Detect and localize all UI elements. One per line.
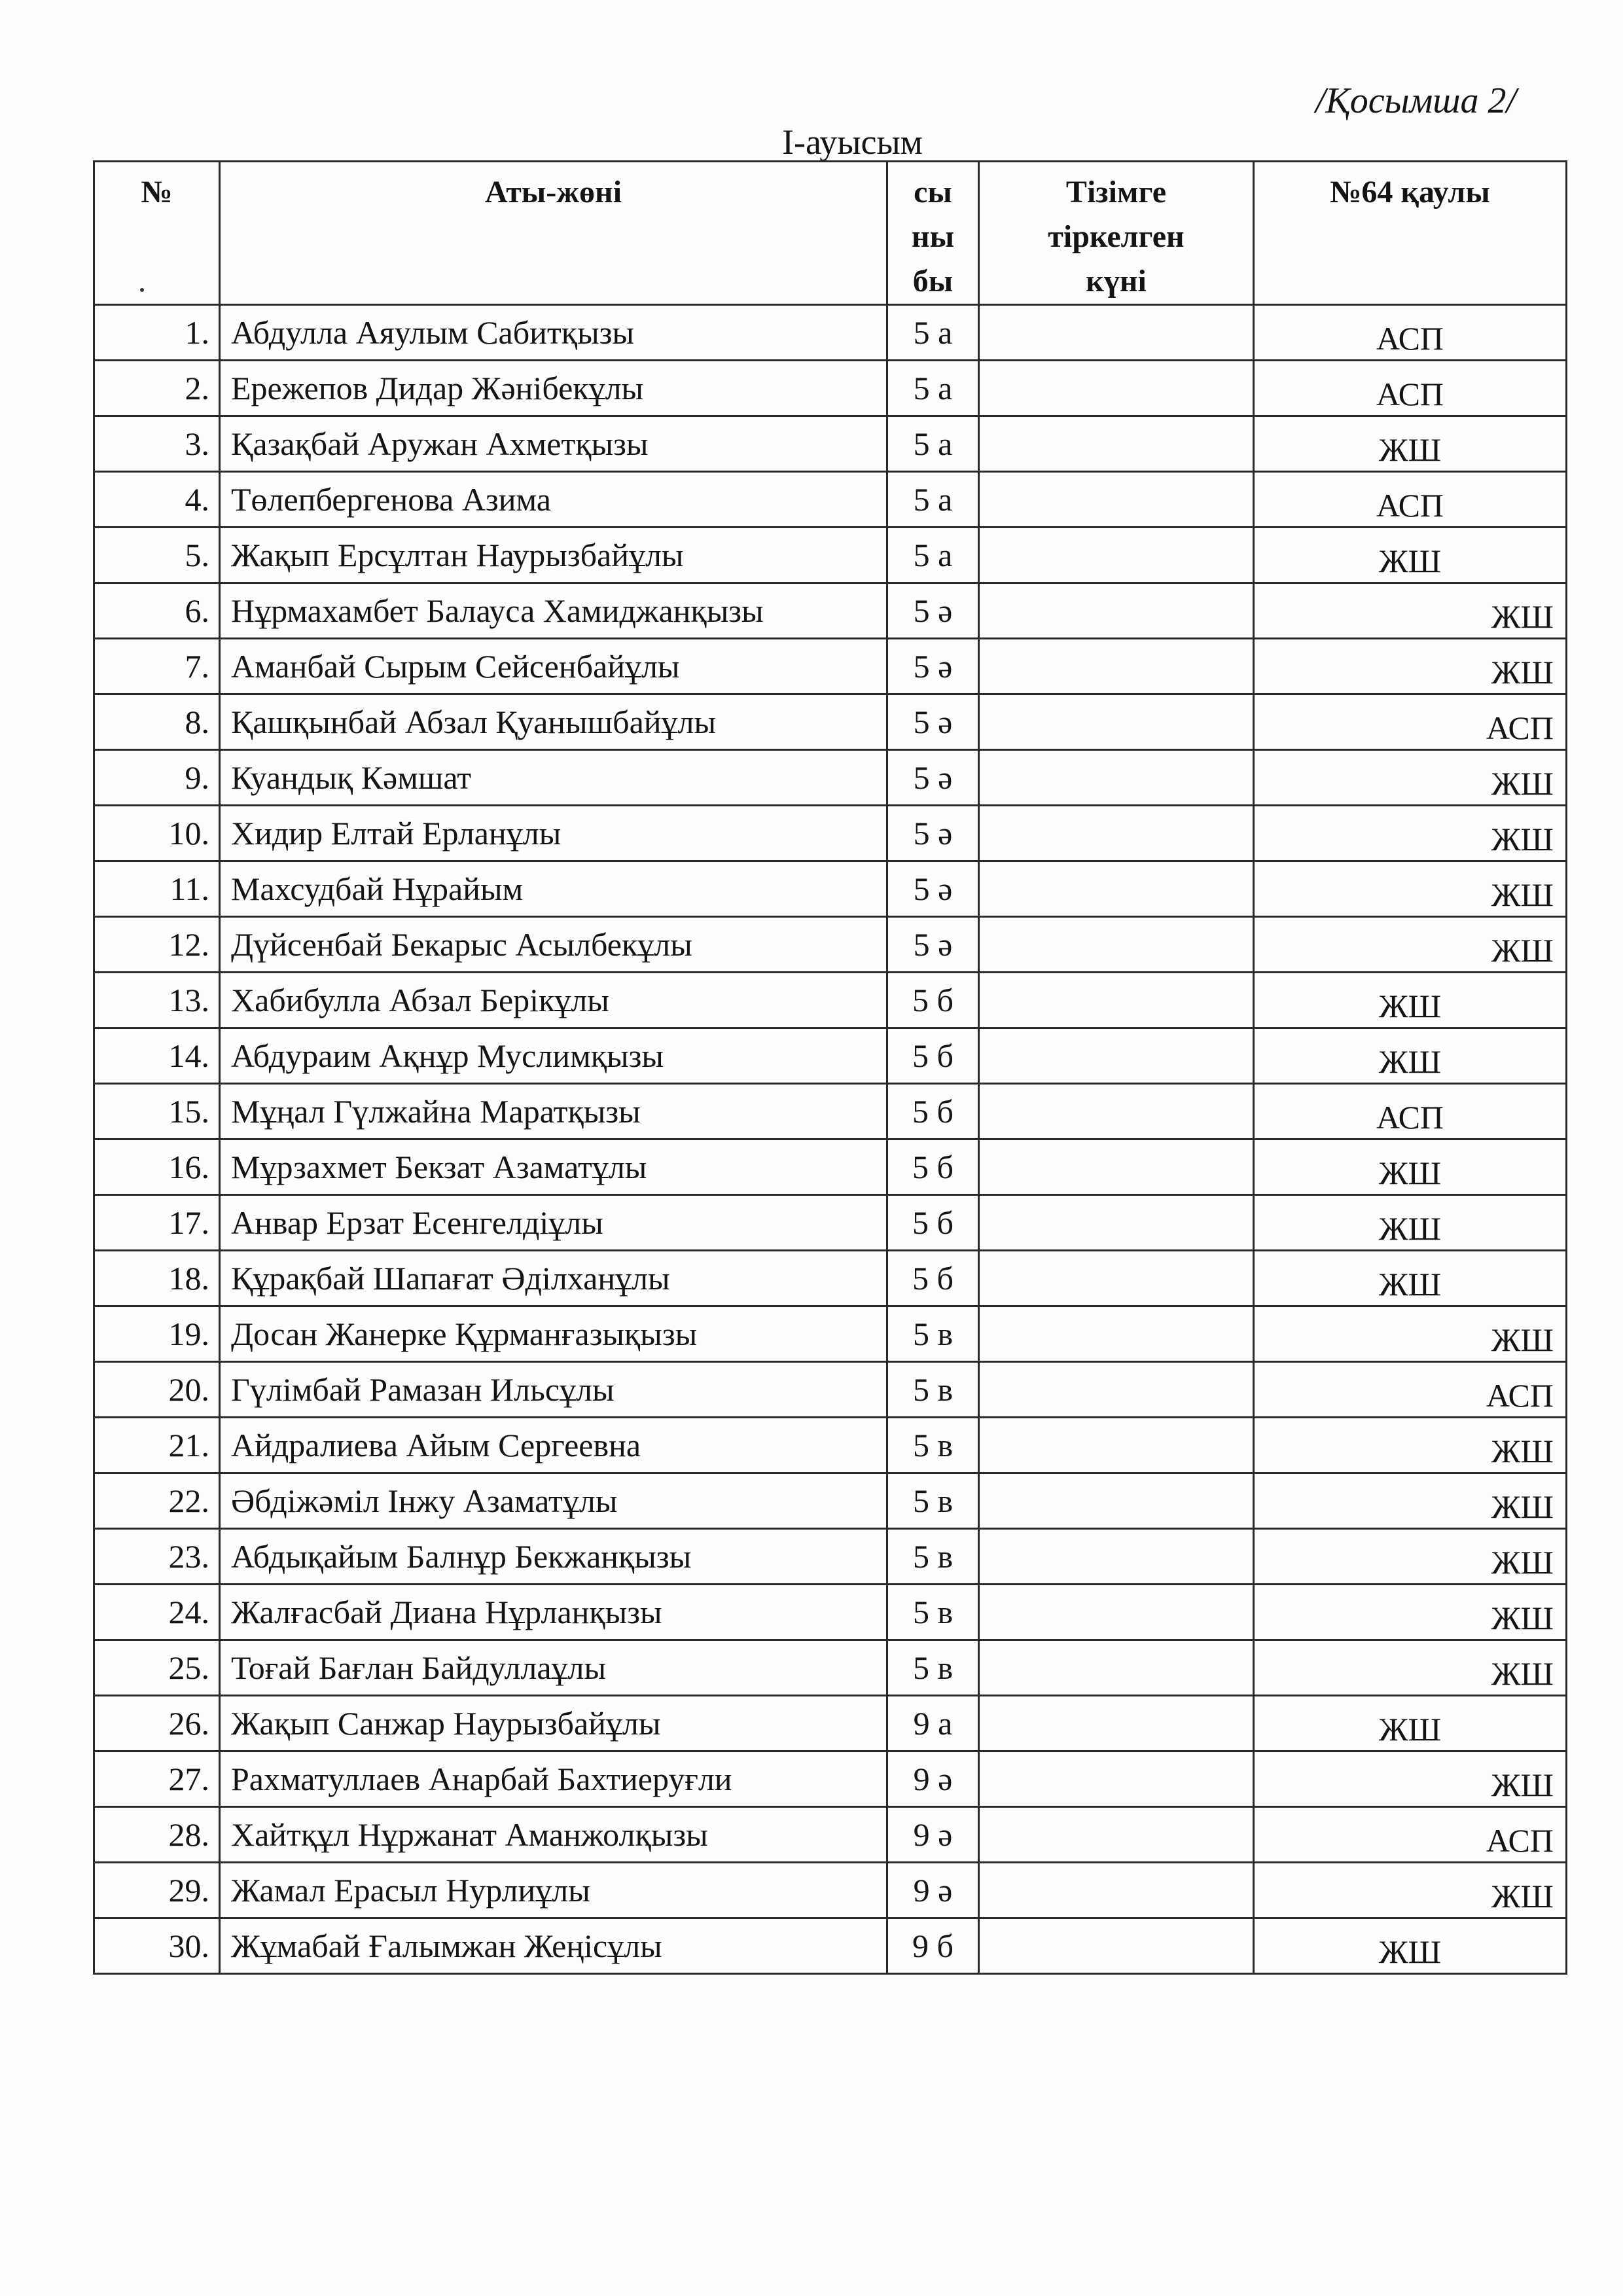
student-name: Құрақбай Шапағат Әділханұлы: [220, 1251, 887, 1306]
registration-date: [979, 1028, 1254, 1084]
table-row: [94, 1418, 1567, 1473]
registration-date: [979, 472, 1254, 528]
decree-status: ЖШ: [1254, 1418, 1567, 1473]
table-row: [94, 1918, 1567, 1974]
table-row: [94, 1640, 1567, 1696]
table-row: [94, 1084, 1567, 1139]
registration-date: [979, 917, 1254, 973]
student-name: Ережепов Дидар Жәнібекұлы: [220, 361, 887, 416]
table-row: [94, 1807, 1567, 1863]
decree-status: ЖШ: [1254, 1918, 1567, 1974]
table-row: [94, 861, 1567, 917]
registration-date: [979, 1195, 1254, 1251]
decree-status: ЖШ: [1254, 1696, 1567, 1751]
decree-status: ЖШ: [1254, 1473, 1567, 1529]
student-class: 5 а: [887, 472, 979, 528]
student-class: 5 б: [887, 973, 979, 1028]
decree-status: ЖШ: [1254, 806, 1567, 861]
table-row: [94, 1251, 1567, 1306]
table-row: [94, 1585, 1567, 1640]
student-name: Абдулла Аяулым Сабитқызы: [220, 305, 887, 361]
registration-date: [979, 361, 1254, 416]
col-header-class: сы ны бы: [887, 162, 979, 305]
student-class: 5 в: [887, 1473, 979, 1529]
student-name: Жұмабай Ғалымжан Жеңісұлы: [220, 1918, 887, 1974]
student-name: Мұрзахмет Бекзат Азаматұлы: [220, 1139, 887, 1195]
decree-status: ЖШ: [1254, 1306, 1567, 1362]
row-number: 12.: [94, 917, 220, 973]
registration-date: [979, 1585, 1254, 1640]
table-row: [94, 1195, 1567, 1251]
row-number: 9.: [94, 750, 220, 806]
table-row: [94, 361, 1567, 416]
student-class: 5 в: [887, 1585, 979, 1640]
row-number: 22.: [94, 1473, 220, 1529]
decree-status: ЖШ: [1254, 416, 1567, 472]
row-number: 11.: [94, 861, 220, 917]
row-number: 5.: [94, 528, 220, 583]
decree-status: ЖШ: [1254, 1751, 1567, 1807]
table-body: [94, 305, 1567, 1974]
col-header-date: Тізімге тіркелген күні: [979, 162, 1254, 305]
decree-status: АСП: [1254, 305, 1567, 361]
table-row: [94, 639, 1567, 694]
row-number: 15.: [94, 1084, 220, 1139]
student-name: Жамал Ерасыл Нурлиұлы: [220, 1863, 887, 1918]
table-row: [94, 528, 1567, 583]
table-row: [94, 1139, 1567, 1195]
student-name: Жақып Санжар Наурызбайұлы: [220, 1696, 887, 1751]
registration-date: [979, 1362, 1254, 1418]
registration-date: [979, 1640, 1254, 1696]
decree-status: ЖШ: [1254, 973, 1567, 1028]
student-name: Куандық Кәмшат: [220, 750, 887, 806]
student-class: 9 а: [887, 1696, 979, 1751]
student-class: 5 а: [887, 305, 979, 361]
row-number: 6.: [94, 583, 220, 639]
appendix-label: /Қосымша 2/: [1315, 81, 1517, 121]
table-row: [94, 973, 1567, 1028]
table-row: [94, 1529, 1567, 1585]
student-class: 5 в: [887, 1529, 979, 1585]
decree-status: АСП: [1254, 361, 1567, 416]
student-name: Қашқынбай Абзал Қуанышбайұлы: [220, 694, 887, 750]
registration-date: [979, 1084, 1254, 1139]
student-class: 9 ә: [887, 1751, 979, 1807]
row-number: 13.: [94, 973, 220, 1028]
student-name: Жақып Ерсұлтан Наурызбайұлы: [220, 528, 887, 583]
row-number: 27.: [94, 1751, 220, 1807]
row-number: 4.: [94, 472, 220, 528]
row-number: 19.: [94, 1306, 220, 1362]
row-number: 24.: [94, 1585, 220, 1640]
row-number: 28.: [94, 1807, 220, 1863]
registration-date: [979, 861, 1254, 917]
student-class: 5 б: [887, 1195, 979, 1251]
registration-date: [979, 1696, 1254, 1751]
student-name: Хидир Елтай Ерланұлы: [220, 806, 887, 861]
student-class: 5 ә: [887, 861, 979, 917]
registration-date: [979, 1807, 1254, 1863]
table-row: [94, 1473, 1567, 1529]
row-number: 2.: [94, 361, 220, 416]
student-class: 5 в: [887, 1640, 979, 1696]
student-class: 5 б: [887, 1251, 979, 1306]
row-number: 29.: [94, 1863, 220, 1918]
registration-date: [979, 639, 1254, 694]
row-number: 16.: [94, 1139, 220, 1195]
student-name: Қазақбай Аружан Ахметқызы: [220, 416, 887, 472]
decree-status: ЖШ: [1254, 583, 1567, 639]
student-class: 5 ә: [887, 583, 979, 639]
student-name: Хайтқұл Нұржанат Аманжолқызы: [220, 1807, 887, 1863]
registration-date: [979, 1306, 1254, 1362]
table-row: [94, 1696, 1567, 1751]
registration-date: [979, 528, 1254, 583]
student-name: Әбдіжәміл Інжу Азаматұлы: [220, 1473, 887, 1529]
registration-date: [979, 1251, 1254, 1306]
registration-date: [979, 806, 1254, 861]
student-name: Жалғасбай Диана Нұрланқызы: [220, 1585, 887, 1640]
row-number: 21.: [94, 1418, 220, 1473]
table-row: [94, 472, 1567, 528]
decree-status: ЖШ: [1254, 1195, 1567, 1251]
registration-date: [979, 305, 1254, 361]
registration-date: [979, 1751, 1254, 1807]
student-class: 9 б: [887, 1918, 979, 1974]
registration-date: [979, 1418, 1254, 1473]
col-header-number: №: [94, 162, 220, 305]
student-class: 5 в: [887, 1418, 979, 1473]
student-class: 9 ә: [887, 1807, 979, 1863]
row-number: 26.: [94, 1696, 220, 1751]
student-name: Абдураим Ақнұр Муслимқызы: [220, 1028, 887, 1084]
table-row: [94, 583, 1567, 639]
table-row: [94, 806, 1567, 861]
table-row: [94, 917, 1567, 973]
row-number: 25.: [94, 1640, 220, 1696]
row-number: 17.: [94, 1195, 220, 1251]
student-name: Айдралиева Айым Сергеевна: [220, 1418, 887, 1473]
registration-date: [979, 750, 1254, 806]
student-class: 5 ә: [887, 639, 979, 694]
registration-date: [979, 1529, 1254, 1585]
table-row: [94, 694, 1567, 750]
decree-status: ЖШ: [1254, 750, 1567, 806]
decree-status: ЖШ: [1254, 917, 1567, 973]
table-row: [94, 1751, 1567, 1807]
row-number: 8.: [94, 694, 220, 750]
registration-date: [979, 694, 1254, 750]
decree-status: АСП: [1254, 472, 1567, 528]
row-number: 3.: [94, 416, 220, 472]
col-header-name: Аты-жөні: [220, 162, 887, 305]
table-row: [94, 750, 1567, 806]
student-name: Хабибулла Абзал Берікұлы: [220, 973, 887, 1028]
decree-status: АСП: [1254, 1362, 1567, 1418]
decree-status: АСП: [1254, 1084, 1567, 1139]
student-class: 5 ә: [887, 806, 979, 861]
row-number: 10.: [94, 806, 220, 861]
student-name: Төлепбергенова Азима: [220, 472, 887, 528]
row-number: 20.: [94, 1362, 220, 1418]
decree-status: ЖШ: [1254, 1863, 1567, 1918]
student-class: 5 ә: [887, 750, 979, 806]
student-name: Нұрмахамбет Балауса Хамиджанқызы: [220, 583, 887, 639]
student-name: Гүлімбай Рамазан Ильсұлы: [220, 1362, 887, 1418]
student-name: Дүйсенбай Бекарыс Асылбекұлы: [220, 917, 887, 973]
student-name: Рахматуллаев Анарбай Бахтиеруғли: [220, 1751, 887, 1807]
student-table: [93, 160, 1567, 1975]
decree-status: АСП: [1254, 694, 1567, 750]
row-number: 1.: [94, 305, 220, 361]
decree-status: ЖШ: [1254, 528, 1567, 583]
decree-status: ЖШ: [1254, 639, 1567, 694]
table-header-row: [94, 162, 1567, 305]
student-class: 5 в: [887, 1306, 979, 1362]
decree-status: ЖШ: [1254, 1640, 1567, 1696]
decree-status: ЖШ: [1254, 1139, 1567, 1195]
student-class: 5 ә: [887, 694, 979, 750]
registration-date: [979, 973, 1254, 1028]
student-class: 5 б: [887, 1028, 979, 1084]
table-row: [94, 416, 1567, 472]
row-number: 30.: [94, 1918, 220, 1974]
table-row: [94, 1863, 1567, 1918]
table-row: [94, 305, 1567, 361]
row-number: 18.: [94, 1251, 220, 1306]
shift-title: І-ауысым: [782, 122, 923, 162]
decree-status: ЖШ: [1254, 1585, 1567, 1640]
row-number: 14.: [94, 1028, 220, 1084]
student-name: Анвар Ерзат Есенгелдіұлы: [220, 1195, 887, 1251]
registration-date: [979, 1918, 1254, 1974]
row-number: 7.: [94, 639, 220, 694]
student-name: Досан Жанерке Құрманғазықызы: [220, 1306, 887, 1362]
decree-status: АСП: [1254, 1807, 1567, 1863]
student-name: Махсудбай Нұрайым: [220, 861, 887, 917]
decree-status: ЖШ: [1254, 861, 1567, 917]
decree-status: ЖШ: [1254, 1251, 1567, 1306]
student-class: 5 б: [887, 1084, 979, 1139]
student-class: 5 в: [887, 1362, 979, 1418]
registration-date: [979, 416, 1254, 472]
student-class: 9 ә: [887, 1863, 979, 1918]
decree-status: ЖШ: [1254, 1529, 1567, 1585]
registration-date: [979, 583, 1254, 639]
registration-date: [979, 1473, 1254, 1529]
student-name: Абдықайым Балнұр Бекжанқызы: [220, 1529, 887, 1585]
student-name: Аманбай Сырым Сейсенбайұлы: [220, 639, 887, 694]
student-class: 5 а: [887, 416, 979, 472]
table-row: [94, 1362, 1567, 1418]
registration-date: [979, 1863, 1254, 1918]
student-class: 5 а: [887, 528, 979, 583]
row-number: 23.: [94, 1529, 220, 1585]
student-name: Мұңал Гүлжайна Маратқызы: [220, 1084, 887, 1139]
col-header-decree: №64 қаулы: [1254, 162, 1567, 305]
student-name: Тоғай Бағлан Байдуллаұлы: [220, 1640, 887, 1696]
registration-date: [979, 1139, 1254, 1195]
decree-status: ЖШ: [1254, 1028, 1567, 1084]
student-class: 5 б: [887, 1139, 979, 1195]
student-class: 5 а: [887, 361, 979, 416]
student-class: 5 ә: [887, 917, 979, 973]
table-row: [94, 1028, 1567, 1084]
table-row: [94, 1306, 1567, 1362]
